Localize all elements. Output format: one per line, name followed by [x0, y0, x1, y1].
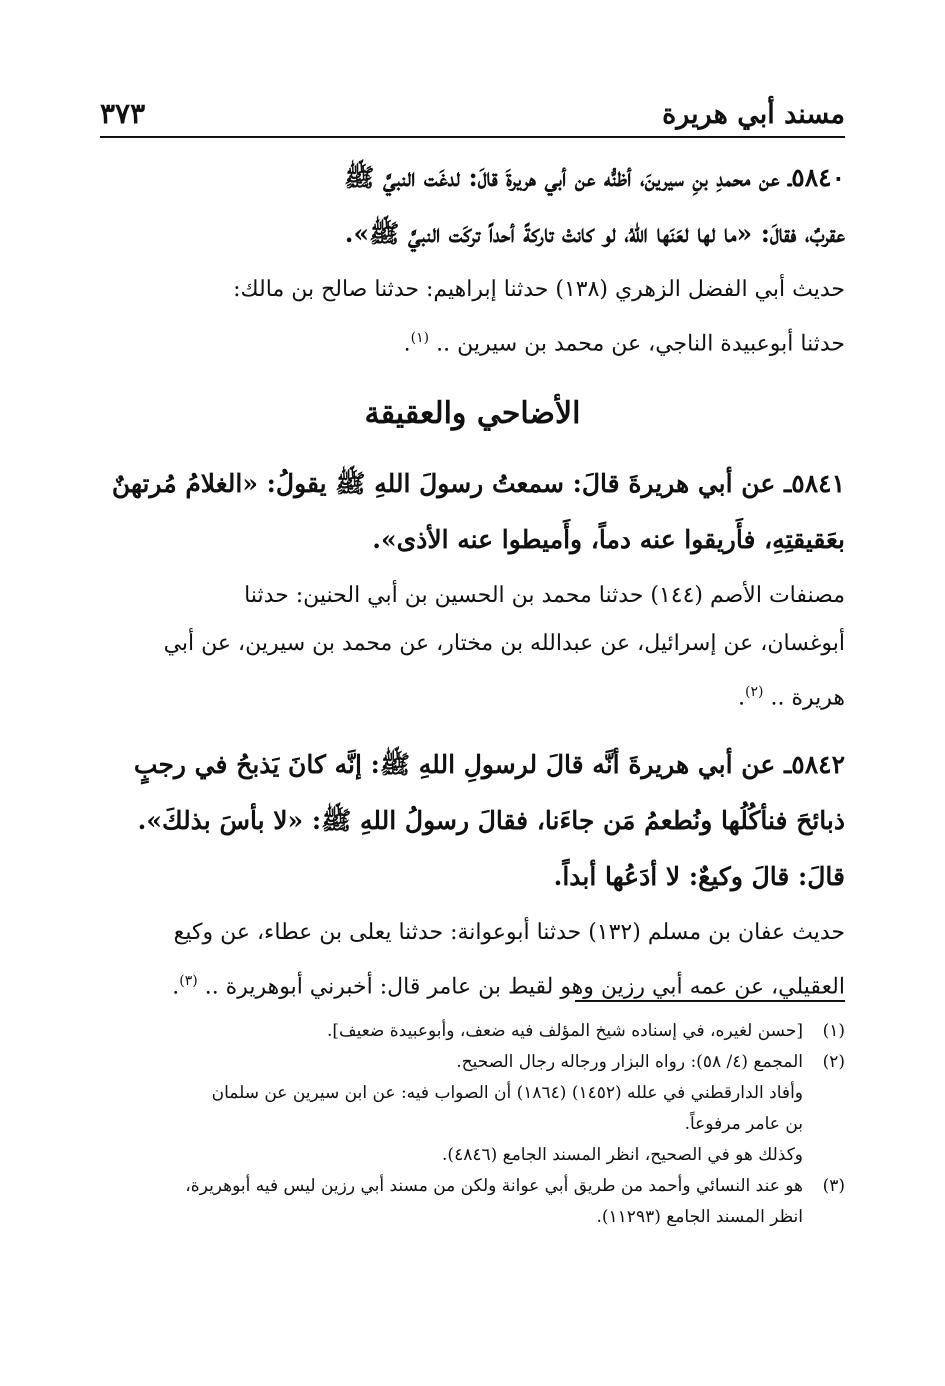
footnote-separator [575, 1000, 845, 1002]
footnote-2-text: المجمع (٤/ ٥٨): رواه البزار ورجاله رجال الصحيح. [456, 1052, 803, 1072]
footnote-2-cont-line-3: وكذلك هو في الصحيح، انظر المسند الجامع (٤٨٤٦). [442, 1145, 803, 1165]
hadith-5841 [100, 456, 845, 568]
footnote-ref-1[interactable]: (١) [410, 330, 430, 346]
page-header [100, 88, 845, 138]
footnote-ref-2[interactable]: (٢) [745, 684, 764, 701]
hadith-5841-line-1: ٥٨٤١ـ عن أبي هريرةَ قالَ: سمعتُ رسولَ اللهِ ﷺ يقولُ: «الغلامُ مُرتهنٌ [111, 469, 845, 499]
hadith-5842-line-1: ٥٨٤٢ـ عن أبي هريرةَ أنَّه قالَ لرسولِ اللهِ ﷺ: إنَّه كانَ يَذبحُ في رجبٍ [133, 749, 845, 779]
footnotes [100, 1016, 845, 1233]
source-5841-line-1: مصنفات الأصم (١٤٤) حدثنا محمد بن الحسين بن أبي الحنين: حدثنا [244, 583, 845, 609]
footnote-3 [100, 1171, 845, 1233]
footnote-3-text [100, 1171, 803, 1233]
source-5841: مصنفات الأصم (١٤٤) حدثنا محمد بن الحسين بن أبي الحنين: حدثنا أبوغسان، عن إسرائيل، عن عبدالله بن مختار، عن محمد بن سيرين، عن أبي هريرة .. $^{(٢)}$. [163, 583, 845, 711]
footnote-2-cont-line-1: وأفاد الدارقطني في علله (١٤٥٢) (١٨٦٤) أن الصواب فيه: عن ابن سيرين عن سلمان [211, 1083, 803, 1103]
footnote-1 [100, 1016, 845, 1047]
footnote-3-number: (٣) [822, 1176, 845, 1196]
section-title: الأضاحي والعقيقة [364, 396, 581, 432]
source-5841-line-3: هريرة .. [770, 685, 845, 711]
footnote-ref-3[interactable]: (٣) [179, 972, 198, 989]
page-number: ٣٧٣ [100, 97, 146, 130]
running-title: مسند أبي هريرة [662, 99, 845, 130]
footnote-3-line-1: هو عند النسائي وأحمد من طريق أبي عوانة ولكن من مسند أبي رزين ليس فيه أبوهريرة، [185, 1176, 803, 1196]
footnote-3-line-2: انظر المسند الجامع (١١٢٩٣). [596, 1207, 803, 1227]
narrator-note-5842: قالَ: قالَ وكيعٌ: لا أدَعُها أبداً. [553, 861, 845, 891]
footnote-2-cont-line-2: بن عامر مرفوعاً. [684, 1114, 803, 1134]
source-5840-line-2: حدثنا أبوعبيدة الناجي، عن محمد بن سيرين .. [436, 331, 845, 357]
footnote-1-number: (١) [822, 1021, 845, 1041]
page-body [100, 150, 845, 1011]
footnote-2-continuation [100, 1078, 845, 1171]
hadith-5840 [100, 150, 845, 262]
footnote-1-text: [حسن لغيره، في إسناده شيخ المؤلف فيه ضعف، وأبوعبيدة ضعيف]. [326, 1021, 803, 1041]
source-5842-line-1: حديث عفان بن مسلم (١٣٢) حدثنا أبوعوانة: حدثنا يعلى بن عطاء، عن وكيع [173, 919, 845, 945]
hadith-5840-line-2: عقربٌ، فقالَ: «ما لها لعَنَها اللهُ، لو كانتْ تاركةً أحداً تركَت النبيَّ ﷺ». [344, 219, 845, 248]
hadith-5842 [100, 737, 845, 849]
footnote-2 [100, 1047, 845, 1078]
hadith-5840-line-1: ٥٨٤٠ـ عن محمدِ بنِ سيرينَ، أظنُّه عن أبي هريرةَ قالَ: لدغَت النبيَّ ﷺ [344, 163, 845, 192]
hadith-5842-line-2: ذبائحَ فنأكُلُها ونُطعمُ مَن جاءَنا، فقالَ رسولُ اللهِ ﷺ: «لا بأسَ بذلكَ». [137, 805, 845, 835]
hadith-5841-line-2: بعَقيقتِهِ، فأَريقوا عنه دماً، وأَميطوا عنه الأذى». [372, 525, 845, 555]
source-5842: حديث عفان بن مسلم (١٣٢) حدثنا أبوعوانة: حدثنا يعلى بن عطاء، عن وكيع العقيلي، عن عمه أبي رزين وهو لقيط بن عامر قال: أخبرني أبوهريرة .. $^{(٣)}$. [172, 919, 845, 999]
footnote-2-number: (٢) [822, 1052, 845, 1072]
source-5842-line-2: العقيلي، عن عمه أبي رزين وهو لقيط بن عامر قال: أخبرني أبوهريرة .. [204, 973, 845, 999]
source-5840: حديث أبي الفضل الزهري (١٣٨) حدثنا إبراهيم: حدثنا صالح بن مالك: حدثنا أبوعبيدة الناجي، عن محمد بن سيرين .. $^{(١)}$. [233, 277, 845, 357]
source-5840-line-1: حديث أبي الفضل الزهري (١٣٨) حدثنا إبراهيم: حدثنا صالح بن مالك: [233, 277, 845, 302]
source-5841-line-2: أبوغسان، عن إسرائيل، عن عبدالله بن مختار، عن محمد بن سيرين، عن أبي [163, 631, 845, 657]
